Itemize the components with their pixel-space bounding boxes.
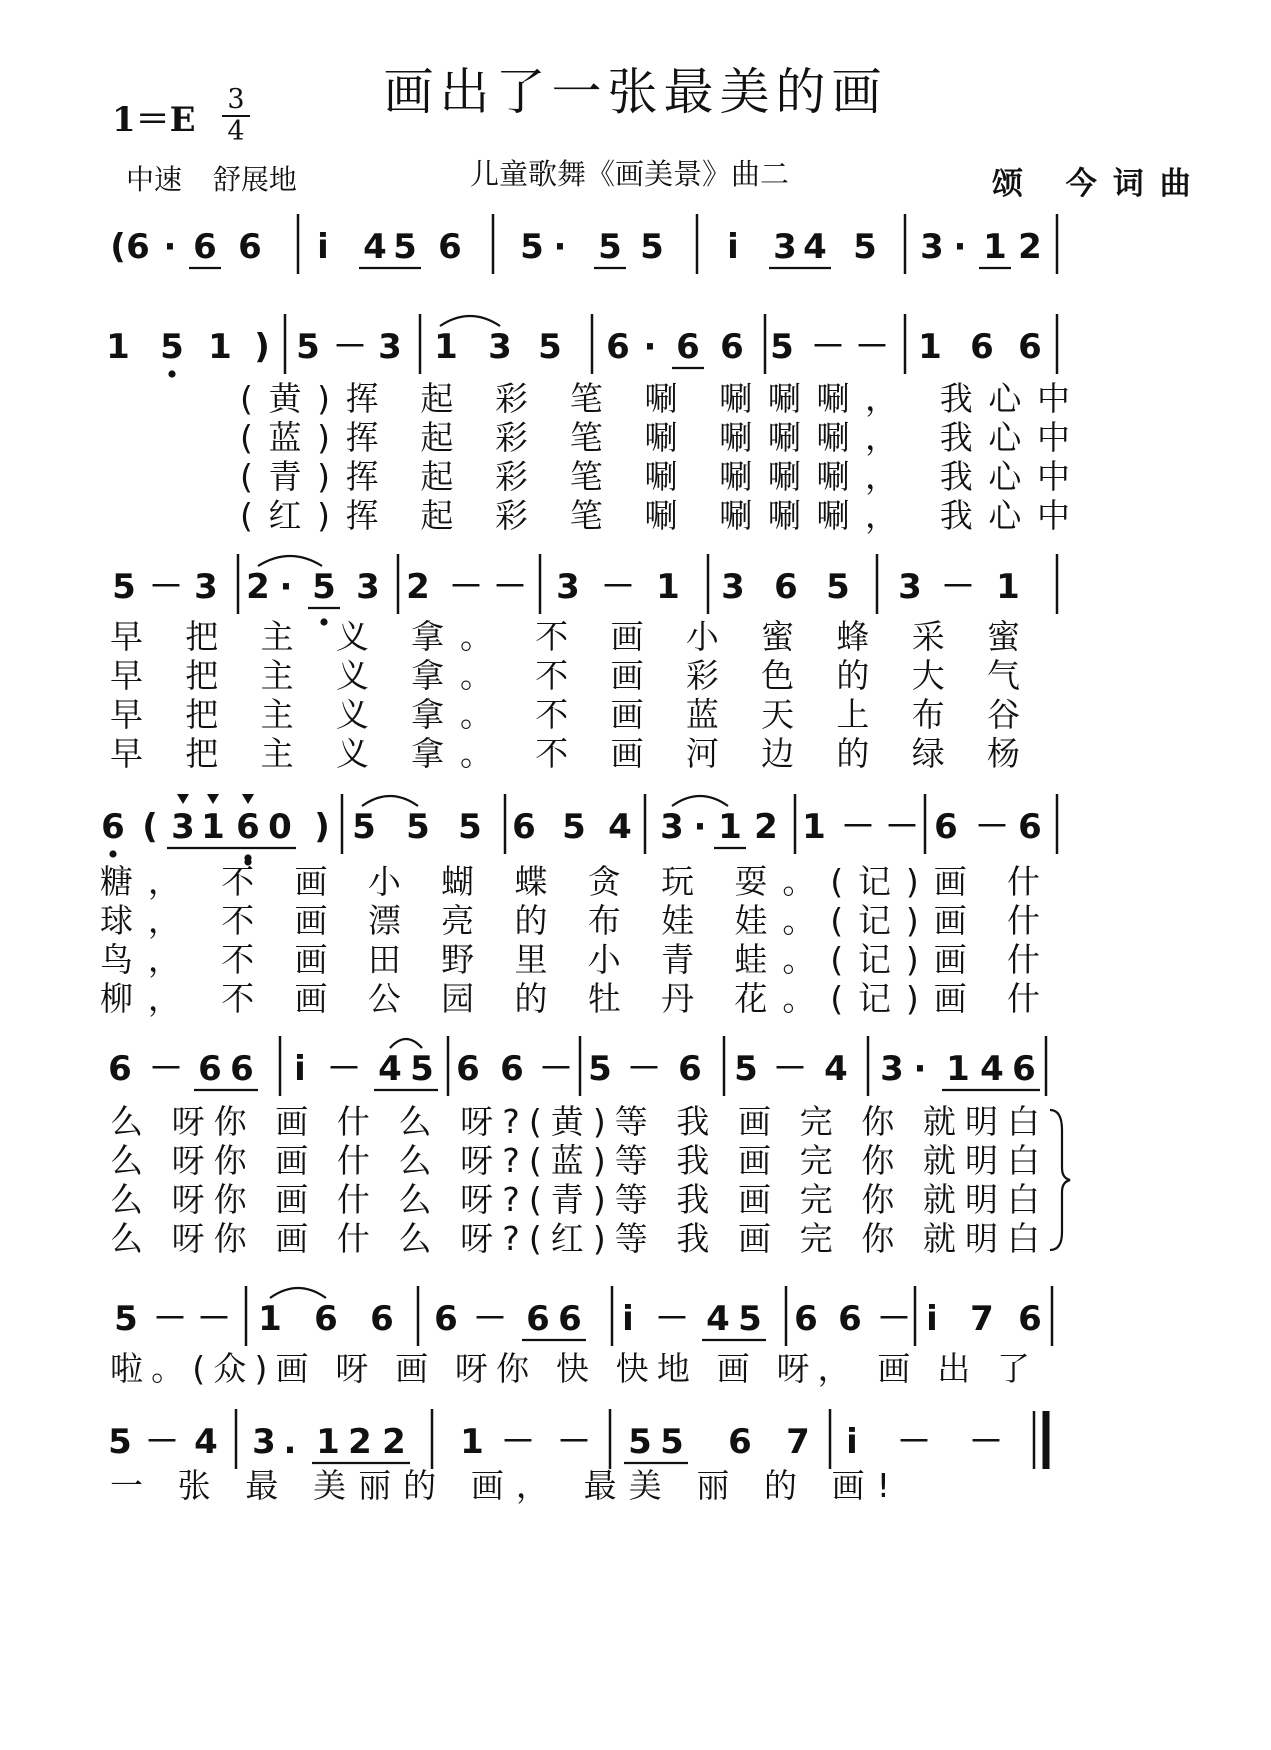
lyric-line: 早 把 主 义 拿。 不 画 彩 色 的 大 气 [110,656,1020,695]
note: 0 [268,807,292,847]
note: － [333,327,367,367]
note: 6 [314,1299,338,1339]
note: 6 [526,1299,550,1339]
note: 5 [660,1422,684,1462]
lyric-line: 啦。(众)画 呀 画 呀你 快 快地 画 呀， 画 出 了 [110,1349,1030,1388]
note: 4 [706,1299,730,1339]
lyric-line: (蓝)挥 起 彩 笔 唰 唰唰唰， 我心中 [240,418,1070,457]
note: 3 [252,1422,276,1462]
note: 5 [588,1049,612,1089]
slur [390,1039,422,1048]
note: 3 [356,567,380,607]
note: 7 [786,1422,810,1462]
note: 6 [236,807,260,847]
note: 3 [488,327,512,367]
lyric-line: 早 把 主 义 拿。 不 画 河 边 的 绿 杨 [110,734,1020,773]
note: i [317,227,329,267]
note: · [953,227,967,267]
accent-mark [177,794,189,804]
note: ) [314,807,330,847]
note: 6 [970,327,994,367]
note: · [693,807,707,847]
lyric-line: 球， 不 画 漂 亮 的 布 娃 娃。(记)画 什 [100,901,1040,940]
note: 5 [738,1299,762,1339]
note: 3 [920,227,944,267]
note: 6 [438,227,462,267]
low-octave-dot [320,618,327,625]
slur [440,316,500,326]
composer-credit: 颂 今词曲 [992,166,1207,202]
note: 3 [171,807,195,847]
note: 6 [456,1049,480,1089]
note: 6 [238,227,262,267]
note: 1 [434,327,458,367]
note: 6 [1018,1299,1042,1339]
note: 6 [198,1049,222,1089]
note: 2 [1018,227,1042,267]
note: 5 [406,807,430,847]
note: － [897,1422,931,1462]
note: 1 [718,807,742,847]
note: 2 [754,807,778,847]
note: 1 [258,1299,282,1339]
note: 5 [393,227,417,267]
note: 2 [348,1422,372,1462]
note: 6 [126,227,150,267]
low-octave-dot [109,850,116,857]
note: 6 [606,327,630,367]
note: 6 [558,1299,582,1339]
note: i [294,1049,306,1089]
note: 3 [556,567,580,607]
note: 5 [458,807,482,847]
note: 6 [434,1299,458,1339]
key-signature: 1＝E [112,100,196,140]
note: － [811,327,845,367]
note: i [727,227,739,267]
note: 5 [562,807,586,847]
note: － [773,1049,807,1089]
note: 4 [194,1422,218,1462]
note: 6 [720,327,744,367]
note: 3 [378,327,402,367]
note: 5 [160,327,184,367]
note: 5 [538,327,562,367]
note: 6 [101,807,125,847]
note: ( [110,227,126,267]
note: － [627,1049,661,1089]
lyric-line: (青)挥 起 彩 笔 唰 唰唰唰， 我心中 [240,457,1070,496]
note: 2 [246,567,270,607]
note: － [149,1049,183,1089]
note: 5 [628,1422,652,1462]
note: 1 [996,567,1020,607]
lyric-line: 么 呀你 画 什 么 呀?(蓝)等 我 画 完 你 就明白 [110,1141,1040,1180]
slur [672,796,728,806]
note: 5 [734,1049,758,1089]
note: － [941,567,975,607]
note: 6 [676,327,700,367]
lyric-line: 鸟， 不 画 田 野 里 小 青 蛙。(记)画 什 [100,940,1040,979]
accent-mark [207,794,219,804]
note: ( [142,807,158,847]
low-octave-dot [168,370,175,377]
note: 6 [512,807,536,847]
note: 5 [770,327,794,367]
note: － [885,807,919,847]
tempo-marking: 中速 舒展地 [126,163,297,196]
note: 3 [721,567,745,607]
lyric-line: 么 呀你 画 什 么 呀?(黄)等 我 画 完 你 就明白 [110,1102,1040,1141]
note: 4 [363,227,387,267]
note: 3 [194,567,218,607]
note: － [841,807,875,847]
note: i [846,1422,858,1462]
note: · [913,1049,927,1089]
note: 5 [112,567,136,607]
lyric-line: 么 呀你 画 什 么 呀?(红)等 我 画 完 你 就明白 [110,1219,1040,1258]
note: 3 [773,227,797,267]
note: 1 [918,327,942,367]
note: 4 [608,807,632,847]
note: 1 [460,1422,484,1462]
note: － [877,1299,911,1339]
note: · [643,327,657,367]
note: 6 [500,1049,524,1089]
note: － [473,1299,507,1339]
note: 6 [1018,327,1042,367]
note: 4 [378,1049,402,1089]
lyric-line: 早 把 主 义 拿。 不 画 蓝 天 上 布 谷 [110,695,1020,734]
note: 6 [1012,1049,1036,1089]
note: － [501,1422,535,1462]
note: 6 [193,227,217,267]
note: 5 [296,327,320,367]
note: 6 [838,1299,862,1339]
note: 5 [520,227,544,267]
low-octave-dot [244,854,251,861]
note: 1 [983,227,1007,267]
note: 7 [970,1299,994,1339]
note: － [449,567,483,607]
time-signature-bottom: 4 [227,116,245,147]
note: 5 [853,227,877,267]
lyric-line: 一 张 最 美丽的 画， 最美 丽 的 画! [110,1466,890,1505]
note: 5 [826,567,850,607]
note: · [279,567,293,607]
note: － [855,327,889,367]
verse-bracket [1050,1110,1070,1250]
note: · [553,227,567,267]
note: 6 [230,1049,254,1089]
note: ) [254,327,270,367]
lyric-line: (红)挥 起 彩 笔 唰 唰唰唰， 我心中 [240,496,1070,535]
note: － [145,1422,179,1462]
note: － [493,567,527,607]
note: 5 [598,227,622,267]
note: 6 [794,1299,818,1339]
note: 1 [656,567,680,607]
time-signature-top: 3 [227,84,245,115]
note: 6 [678,1049,702,1089]
lyric-line: 糖， 不 画 小 蝴 蝶 贪 玩 耍。(记)画 什 [100,862,1040,901]
note: 6 [774,567,798,607]
note: 5 [352,807,376,847]
lyric-line: (黄)挥 起 彩 笔 唰 唰唰唰， 我心中 [240,379,1070,418]
note: － [557,1422,591,1462]
lyric-line: 柳， 不 画 公 园 的 牡 丹 花。(记)画 什 [100,979,1040,1018]
song-title: 画出了一张最美的画 [383,63,888,121]
note: 1 [946,1049,970,1089]
note: 6 [934,807,958,847]
note: 1 [201,807,225,847]
note: 6 [370,1299,394,1339]
note: 5 [640,227,664,267]
note: － [197,1299,231,1339]
note: － [969,1422,1003,1462]
subtitle: 儿童歌舞《画美景》曲二 [470,157,790,191]
note: － [539,1049,573,1089]
note: 4 [824,1049,848,1089]
slur [270,1288,326,1298]
note: 1 [316,1422,340,1462]
note: i [622,1299,634,1339]
note: － [153,1299,187,1339]
note: · [163,227,177,267]
note: 3 [880,1049,904,1089]
note: 4 [980,1049,1004,1089]
note: 1 [208,327,232,367]
note: 5 [410,1049,434,1089]
note: 5 [108,1422,132,1462]
slur [258,556,322,566]
note: － [327,1049,361,1089]
note: i [926,1299,938,1339]
note: － [601,567,635,607]
note: 6 [728,1422,752,1462]
note: 6 [108,1049,132,1089]
accent-mark [242,794,254,804]
lyric-line: 么 呀你 画 什 么 呀?(青)等 我 画 完 你 就明白 [110,1180,1040,1219]
note: 2 [406,567,430,607]
note: 3 [898,567,922,607]
slur [362,796,418,806]
note: 2 [382,1422,406,1462]
note: 5 [114,1299,138,1339]
note: 1 [802,807,826,847]
lyric-line: 早 把 主 义 拿。 不 画 小 蜜 蜂 采 蜜 [110,617,1020,656]
note: － [975,807,1009,847]
note: 6 [1018,807,1042,847]
note: － [149,567,183,607]
note: 4 [803,227,827,267]
note: 1 [106,327,130,367]
note: 3 [660,807,684,847]
note: － [655,1299,689,1339]
note: . [283,1422,297,1462]
note: 5 [312,567,336,607]
